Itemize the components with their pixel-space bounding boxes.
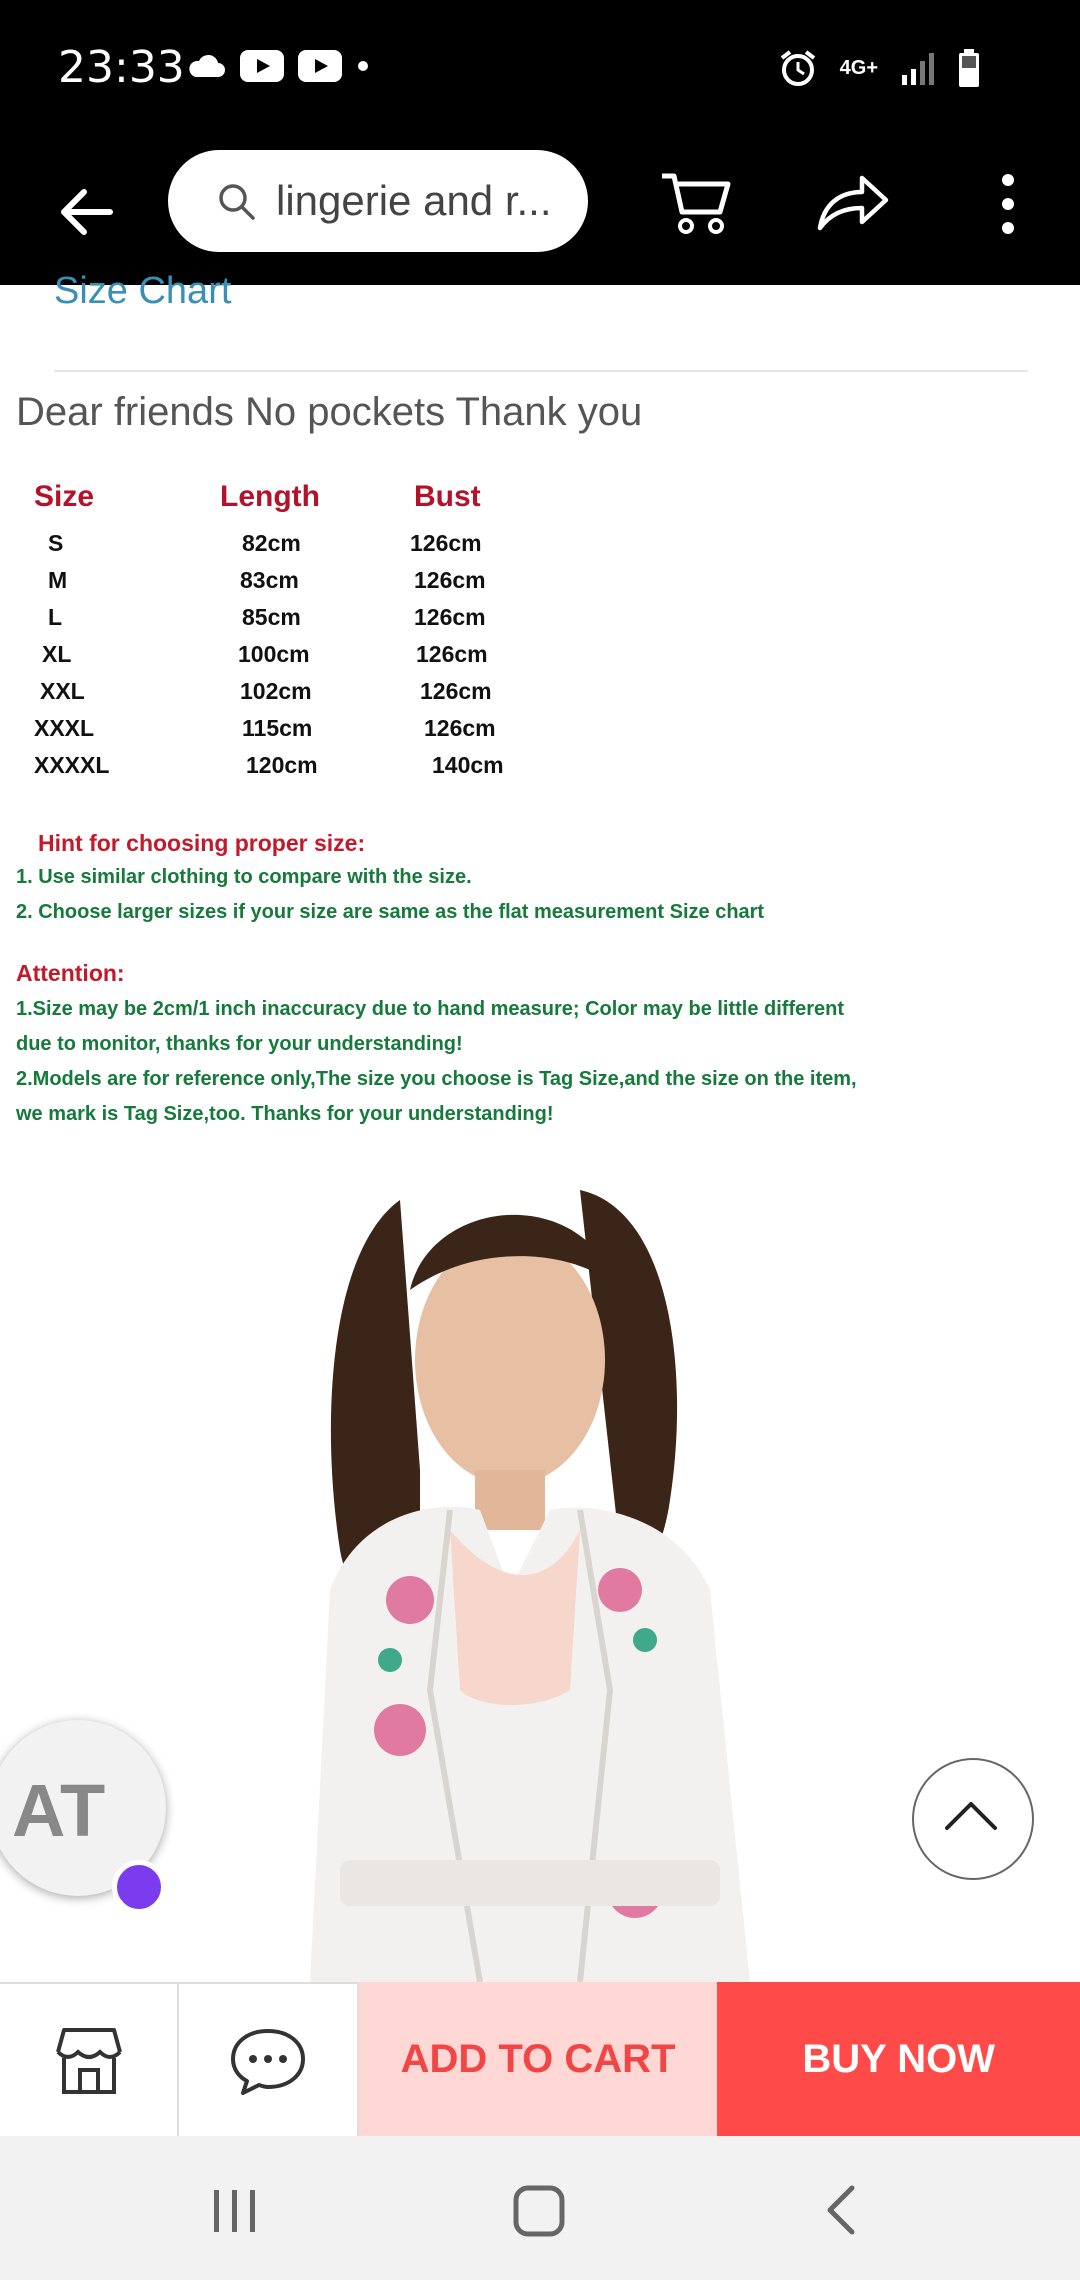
size-cell: S: [48, 530, 64, 556]
bust-cell: 126cm: [424, 715, 496, 741]
size-chart-image: [0, 450, 1080, 1150]
length-cell: 115cm: [242, 715, 313, 741]
youtube-icon: [298, 50, 342, 82]
status-system-icons: [778, 48, 980, 88]
size-cell: M: [48, 567, 68, 593]
attention-line: 2.Models are for reference only,The size you choose is Tag Size,and the size on the item,: [16, 1068, 857, 1090]
chat-icon: [229, 2027, 307, 2095]
signal-icon: [900, 51, 936, 85]
search-query: lingerie and r...: [276, 177, 552, 224]
system-nav-bar: [0, 2136, 1080, 2280]
bottom-action-bar: [0, 1982, 1080, 2136]
add-to-cart-button[interactable]: ADD TO CART: [359, 1982, 718, 2136]
top-toolbar: [0, 140, 1080, 285]
product-description: Dear friends No pockets Thank you: [16, 390, 643, 434]
size-header: Size: [34, 480, 95, 513]
recent-apps-icon[interactable]: [210, 2186, 260, 2236]
status-notifications: [186, 50, 370, 82]
size-cell: XXXL: [34, 715, 95, 741]
nav-back-icon[interactable]: [820, 2182, 860, 2238]
cloud-icon: [186, 53, 226, 79]
alarm-icon: [778, 48, 818, 88]
hint-line: 2. Choose larger sizes if your size are same as the flat measurement Size chart: [16, 901, 765, 923]
search-bar[interactable]: [168, 150, 588, 252]
share-icon[interactable]: [814, 168, 890, 238]
bust-cell: 126cm: [416, 641, 488, 667]
bust-header: Bust: [414, 480, 481, 513]
bust-cell: 126cm: [414, 567, 486, 593]
attention-title: Attention:: [16, 960, 125, 986]
bust-cell: 126cm: [414, 604, 486, 630]
length-cell: 102cm: [240, 678, 312, 704]
attention-line: 1.Size may be 2cm/1 inch inaccuracy due to hand measure; Color may be little different: [16, 998, 845, 1020]
attention-line: we mark is Tag Size,too. Thanks for your understanding!: [16, 1103, 554, 1125]
product-photo: [250, 1170, 890, 1982]
assistant-label: AT: [12, 1769, 106, 1852]
notification-dot: [112, 1860, 166, 1914]
size-cell: XXL: [40, 678, 85, 704]
attention-line: due to monitor, thanks for your understanding!: [16, 1033, 463, 1055]
network-type: 4G+: [839, 56, 878, 79]
status-bar: [0, 0, 1080, 140]
length-cell: 120cm: [246, 752, 318, 778]
status-time: 23:33: [58, 42, 185, 93]
length-cell: 82cm: [242, 530, 301, 556]
size-chart-link[interactable]: Size Chart: [54, 270, 232, 312]
hint-title: Hint for choosing proper size:: [38, 830, 366, 856]
size-cell: XXXXL: [34, 752, 110, 778]
store-button[interactable]: [0, 1982, 179, 2138]
buy-now-button[interactable]: BUY NOW: [717, 1982, 1080, 2136]
battery-icon: [958, 49, 980, 87]
back-arrow-icon[interactable]: [52, 176, 124, 248]
length-cell: 85cm: [242, 604, 301, 630]
size-cell: L: [48, 604, 63, 630]
bust-cell: 126cm: [410, 530, 482, 556]
chat-button[interactable]: [179, 1982, 358, 2138]
more-options-icon[interactable]: [990, 168, 1026, 240]
scroll-to-top-button[interactable]: [912, 1758, 1034, 1880]
bust-cell: 126cm: [420, 678, 492, 704]
store-icon: [52, 2024, 126, 2098]
size-cell: XL: [42, 641, 72, 667]
bust-cell: 140cm: [432, 752, 504, 778]
youtube-icon: [240, 50, 284, 82]
hint-line: 1. Use similar clothing to compare with the size.: [16, 866, 472, 888]
divider: [54, 370, 1028, 372]
length-header: Length: [220, 480, 320, 513]
length-cell: 83cm: [240, 567, 299, 593]
cart-icon[interactable]: [658, 164, 734, 240]
length-cell: 100cm: [238, 641, 310, 667]
dot-icon: [356, 59, 370, 73]
chevron-up-icon: [912, 1758, 1030, 1876]
search-icon: [216, 181, 256, 221]
home-icon[interactable]: [512, 2184, 566, 2238]
